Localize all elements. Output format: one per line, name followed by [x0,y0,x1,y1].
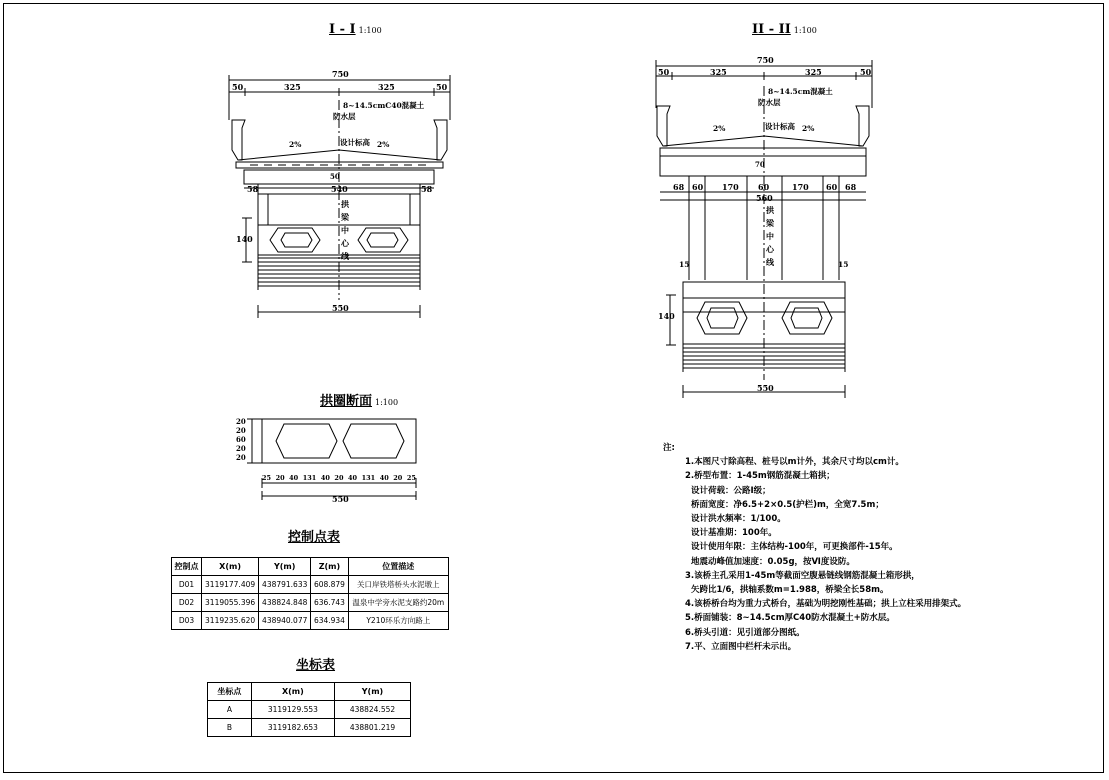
note-line: 7.平、立面图中栏杆未示出。 [685,641,797,652]
table-cell: 关口岸铁塔桥头水泥墩上 [348,576,448,594]
s2-w60-mid: 60 [758,182,770,192]
table-row [172,594,449,612]
s2-slope-left: 2% [713,124,726,133]
control-table-title: 控制点表 [288,530,341,545]
note-line: 5.桥面铺装：8~14.5cm厚C40防水混凝土+防水层。 [685,613,895,624]
arch-dim-2: 20 [275,474,285,482]
table-cell: D02 [172,594,202,612]
section-2-title: II - II 1:100 [752,22,817,37]
table-header-row [172,558,449,576]
s2-h15-left: 15 [679,260,690,269]
arch-dim-3: 40 [289,474,299,482]
arch-dim-7: 40 [348,474,358,482]
notes-block [663,441,966,654]
s2-w68-left: 68 [673,182,685,192]
s1-dim-right-50: 50 [436,82,448,92]
arch-dim-9: 40 [379,474,389,482]
header-cell: X(m) [251,683,334,701]
header-cell: 坐标点 [208,683,252,701]
arch-dim-10: 20 [393,474,403,482]
note-line: 4.该桥桥台均为重力式桥台，基础为明挖刚性基础；拱上立柱采用排架式。 [685,599,967,610]
header-cell: Y(m) [259,558,311,576]
coordinate-table [207,682,411,737]
s2-h70: 70 [755,160,765,169]
table-cell: 温泉中学旁水泥支路约20m [348,594,448,612]
section-1-title: I - I 1:100 [329,22,382,37]
s2-w68-right: 68 [845,182,857,192]
arch-dim-total: 550 [332,494,349,504]
arch-section-drawing [247,419,416,500]
s2-h140: 140 [658,311,675,321]
s1-dim-total: 750 [332,69,349,79]
table-header-row [208,683,411,701]
s2-w60-left: 60 [692,182,704,192]
header-cell: X(m) [202,558,259,576]
s2-dim-right-50: 50 [860,67,872,77]
table-cell: 3119182.653 [251,719,334,737]
arch-dim-1: 25 [262,474,272,482]
s1-w550: 550 [332,303,349,313]
s2-w560: 560 [756,193,773,203]
note-line: 设计使用年限：主体结构-100年，可更换部件-15年。 [691,542,898,553]
s1-dim-right-325: 325 [378,82,395,92]
s1-h140: 140 [236,234,253,244]
table-cell: A [208,701,252,719]
table-cell: 634.934 [311,612,348,630]
table-cell: 438940.077 [259,612,311,630]
notes-head: 注: [663,443,675,453]
header-cell: 位置描述 [348,558,448,576]
note-line: 设计基准期：100年。 [691,528,777,539]
arch-dim-8: 131 [361,474,376,482]
table-cell: 636.743 [311,594,348,612]
table-cell: D03 [172,612,202,630]
s2-dim-total: 750 [757,55,774,65]
arch-dim-5: 40 [320,474,330,482]
note-line: 2.桥型布置：1-45m钢筋混凝土箱拱； [685,471,835,482]
s1-deck-note2: 防水层 [333,112,356,121]
note-line: 设计荷载：公路Ⅰ级； [691,485,771,496]
table-cell: 438824.848 [259,594,311,612]
s2-w550: 550 [757,383,774,393]
table-cell: 438824.552 [334,701,410,719]
section-2-drawing [656,60,872,398]
table-row [172,612,449,630]
table-row [208,701,411,719]
s2-h15-right: 15 [838,260,849,269]
s2-dim-left-325: 325 [710,67,727,77]
coord-table-title: 坐标表 [296,658,336,673]
s2-slope-right: 2% [802,124,815,133]
arch-dim-4: 131 [302,474,317,482]
s1-w58-right: 58 [421,184,433,194]
s1-design-elev: 设计标高 [340,138,370,147]
arch-dims-left: 20 20 60 20 20 [236,417,246,462]
table-cell: 3119235.620 [202,612,259,630]
header-cell: 控制点 [172,558,202,576]
s1-dim-left-50: 50 [232,82,244,92]
arch-dim-6: 20 [334,474,344,482]
note-line: 3.该桥主孔采用1-45m等截面空腹悬链线钢筋混凝土箱形拱， [685,570,920,581]
table-cell: 608.879 [311,576,348,594]
header-cell: Y(m) [334,683,410,701]
control-point-table [171,557,449,630]
note-line: 地震动峰值加速度：0.05g，按Ⅵ度设防。 [691,556,855,567]
table-row [208,719,411,737]
note-line: 1.本图尺寸除高程、桩号以m计外，其余尺寸均以cm计。 [685,457,904,468]
s2-dim-left-50: 50 [658,67,670,77]
s1-slope-left: 2% [289,140,302,149]
table-cell: 438791.633 [259,576,311,594]
s2-deck-note2: 防水层 [758,98,781,107]
table-cell: 3119055.396 [202,594,259,612]
table-cell: 3119177.409 [202,576,259,594]
s1-w540: 540 [331,184,348,194]
arch-dim-11: 25 [406,474,416,482]
s2-design-elev: 设计标高 [765,122,795,131]
table-cell: 3119129.553 [251,701,334,719]
s2-w170-right: 170 [792,182,809,192]
note-line: 设计洪水频率：1/100。 [691,514,786,525]
note-line: 6.桥头引道：见引道部分图纸。 [685,627,805,638]
note-line: 桥面宽度：净6.5+2×0.5(护栏)m，全宽7.5m； [691,499,884,510]
s2-w170-left: 170 [722,182,739,192]
table-row [172,576,449,594]
s2-w60-right: 60 [826,182,838,192]
table-cell: D01 [172,576,202,594]
s2-deck-note: 8~14.5cm混凝土 [768,87,833,96]
s2-centerline-label: 拱梁中心线 [766,205,774,267]
s1-h50: 50 [330,172,340,181]
arch-section-title: 拱圈断面 1:100 [320,394,399,409]
s1-deck-note: 8~14.5cmC40混凝土 [343,101,425,110]
arch-dims-bottom-row [262,474,416,484]
header-cell: Z(m) [311,558,348,576]
s1-dim-left-325: 325 [284,82,301,92]
table-cell: 438801.219 [334,719,410,737]
s1-w58-left: 58 [247,184,259,194]
s2-dim-right-325: 325 [805,67,822,77]
note-line: 矢跨比1/6，拱轴系数m=1.988，桥梁全长58m。 [691,585,889,596]
s1-slope-right: 2% [377,140,390,149]
s1-centerline-label: 拱梁中心线 [341,199,349,261]
table-cell: B [208,719,252,737]
table-cell: Y210环乐方向路上 [348,612,448,630]
